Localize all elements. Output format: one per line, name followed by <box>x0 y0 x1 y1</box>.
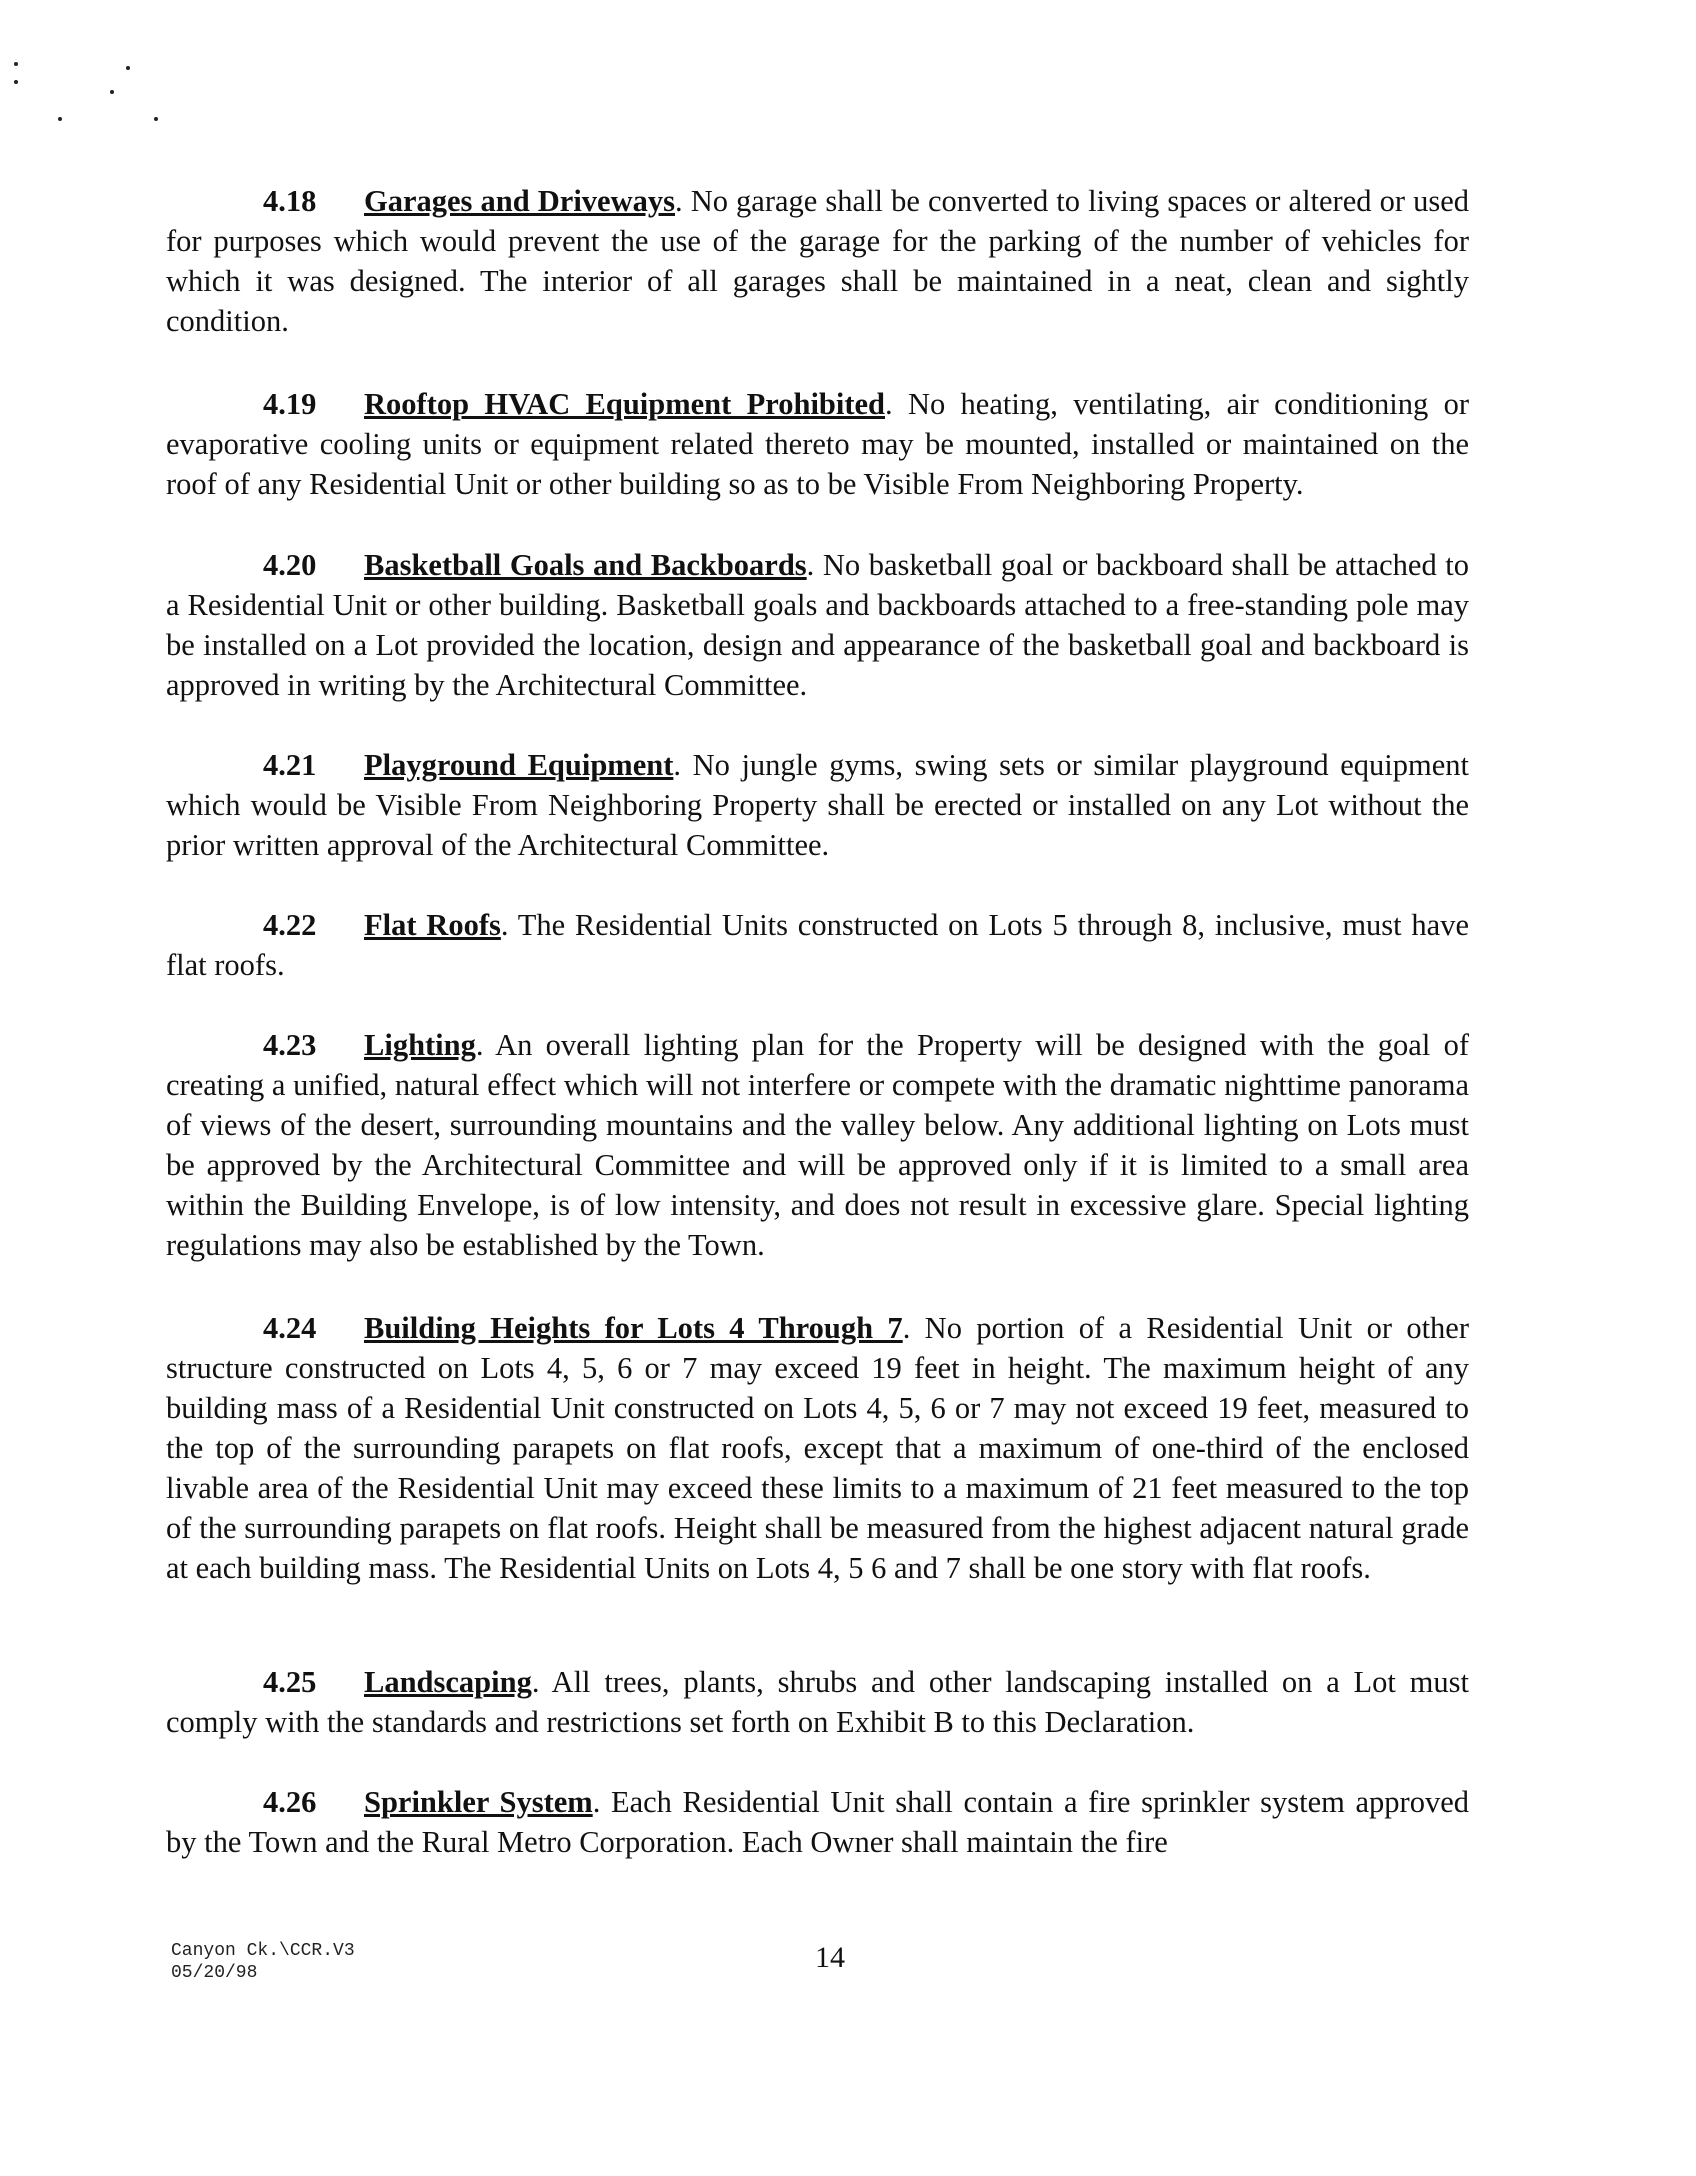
section-4-20 <box>166 545 1469 705</box>
section-4-24 <box>166 1308 1469 1588</box>
section-heading: Basketball Goals and Backboards <box>364 548 807 582</box>
section-heading: Lighting <box>364 1028 476 1062</box>
section-number: 4.22 <box>263 908 317 942</box>
section-heading: Building Heights for Lots 4 Through 7 <box>364 1311 903 1345</box>
section-4-25 <box>166 1662 1469 1742</box>
section-heading: Playground Equipment <box>364 748 674 782</box>
section-number: 4.25 <box>263 1665 317 1699</box>
section-4-23 <box>166 1025 1469 1265</box>
section-body: . No jungle gyms, swing sets or similar playground equipment which would be Visible From Neighboring Property shall be erected or installed on any Lot without the prior written approval of the Architectural Committee. <box>166 748 1469 862</box>
section-4-19 <box>166 384 1469 504</box>
section-4-18 <box>166 181 1469 341</box>
section-body: . Each Residential Unit shall contain a fire sprinkler system approved by the Town and the Rural Metro Corporation. Each Owner shall maintain the fire <box>166 1785 1469 1859</box>
section-body: . The Residential Units constructed on Lots 5 through 8, inclusive, must have flat roofs. <box>166 908 1469 982</box>
footer-date: 05/20/98 <box>171 1963 258 1983</box>
section-body: . All trees, plants, shrubs and other landscaping installed on a Lot must comply with the standards and restrictions set forth on Exhibit B to this Declaration. <box>166 1665 1469 1739</box>
section-number: 4.23 <box>263 1028 317 1062</box>
section-4-22 <box>166 905 1469 985</box>
section-number: 4.24 <box>263 1311 317 1345</box>
section-heading: Flat Roofs <box>364 908 501 942</box>
section-body: . No portion of a Residential Unit or other structure constructed on Lots 4, 5, 6 or 7 may exceed 19 feet in height. The maximum height of any building mass of a Residential Unit constructed on Lots 4, 5, 6 or 7 may not exceed 19 feet, measured to the top of the surrounding parapets on flat roofs, except that a maximum of one-third of the enclosed livable area of the Residential Unit may exceed these limits to a maximum of 21 feet measured to the top of the surrounding parapets on flat roofs. Height shall be measured from the highest adjacent natural grade at each building mass. The Residential Units on Lots 4, 5 6 and 7 shall be one story with flat roofs. <box>166 1311 1469 1585</box>
section-body: . No garage shall be converted to living spaces or altered or used for purposes which would prevent the use of the garage for the parking of the number of vehicles for which it was designed. The interior of all garages shall be maintained in a neat, clean and sightly condition. <box>166 184 1469 338</box>
section-number: 4.26 <box>263 1785 317 1819</box>
footer-file-ref: Canyon Ck.\CCR.V3 <box>171 1941 355 1961</box>
section-body: . No heating, ventilating, air conditioning or evaporative cooling units or equipment related thereto may be mounted, installed or maintained on the roof of any Residential Unit or other building so as to be Visible From Neighboring Property. <box>166 387 1469 501</box>
section-body: . An overall lighting plan for the Property will be designed with the goal of creating a unified, natural effect which will not interfere or compete with the dramatic nighttime panorama of views of the desert, surrounding mountains and the valley below. Any additional lighting on Lots must be approved by the Architectural Committee and will be approved only if it is limited to a small area within the Building Envelope, is of low intensity, and does not result in excessive glare. Special lighting regulations may also be established by the Town. <box>166 1028 1469 1262</box>
section-number: 4.20 <box>263 548 317 582</box>
section-heading: Rooftop HVAC Equipment Prohibited <box>364 387 886 421</box>
section-number: 4.18 <box>263 184 317 218</box>
section-number: 4.19 <box>263 387 317 421</box>
section-body: . No basketball goal or backboard shall be attached to a Residential Unit or other building. Basketball goals and backboards attached to a free-standing pole may be installed on a Lot provided the location, design and appearance of the basketball goal and backboard is approved in writing by the Architectural Committee. <box>166 548 1469 702</box>
footer-file-reference <box>171 1940 355 1984</box>
section-heading: Sprinkler System <box>364 1785 593 1819</box>
section-4-26 <box>166 1782 1469 1862</box>
section-4-21 <box>166 745 1469 865</box>
section-heading: Landscaping <box>364 1665 532 1699</box>
section-heading: Garages and Driveways <box>364 184 675 218</box>
section-number: 4.21 <box>263 748 317 782</box>
page-number: 14 <box>815 1941 845 1974</box>
